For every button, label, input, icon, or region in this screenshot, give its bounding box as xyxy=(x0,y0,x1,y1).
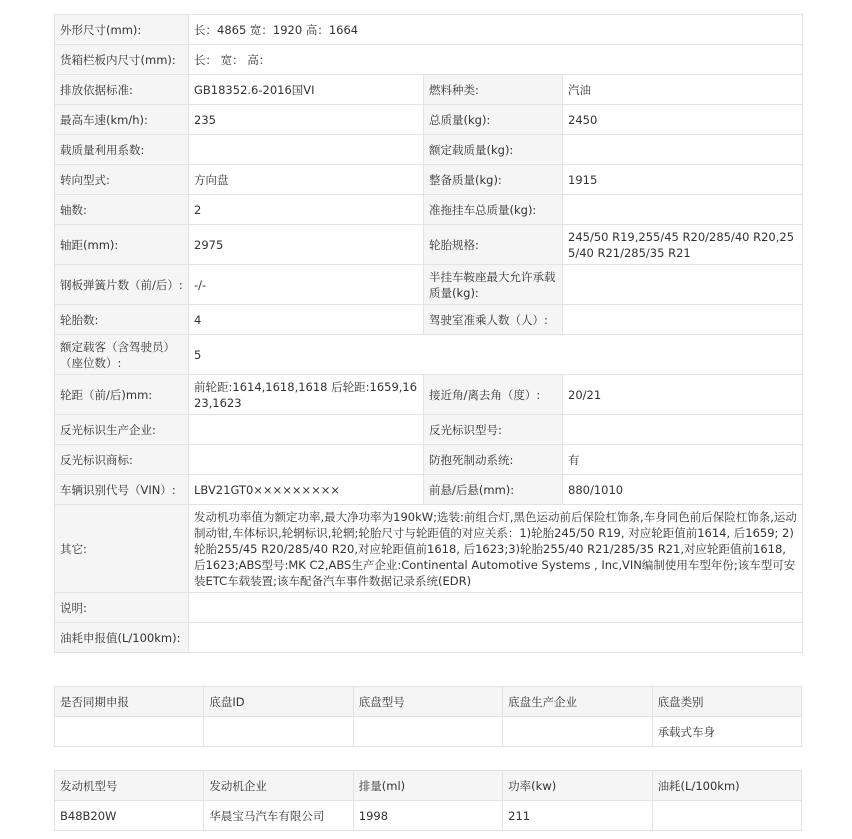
spec-value-reflector-model xyxy=(563,415,803,445)
engine-header-fuel-consumption: 油耗(L/100km) xyxy=(652,771,801,801)
spec-row xyxy=(55,45,803,75)
spec-row xyxy=(55,75,803,105)
spec-label-cab-occupants: 驾驶室准乘人数（人）: xyxy=(424,305,563,335)
spec-label-tire-spec: 轮胎规格: xyxy=(424,225,563,265)
spec-label-axles: 轴数: xyxy=(55,195,189,225)
engine-header-displacement: 排量(ml) xyxy=(353,771,502,801)
spec-label-abs: 防抱死制动系统: xyxy=(424,445,563,475)
spec-row xyxy=(55,15,803,45)
spec-value-load-factor xyxy=(189,135,424,165)
vehicle-spec-table xyxy=(54,14,803,653)
engine-cell-fuel-consumption xyxy=(652,801,801,831)
spec-label-fuel-consumption: 油耗申报值(L/100km): xyxy=(55,623,189,653)
spec-label-reflector-maker: 反光标识生产企业: xyxy=(55,415,189,445)
spec-label-dimensions: 外形尺寸(mm): xyxy=(55,15,189,45)
spec-value-fuel-consumption xyxy=(189,623,803,653)
spec-row xyxy=(55,415,803,445)
chassis-cell-model xyxy=(353,717,502,747)
spec-row xyxy=(55,445,803,475)
spec-label-wheelbase: 轴距(mm): xyxy=(55,225,189,265)
spec-label-rated-load: 额定载质量(kg): xyxy=(424,135,563,165)
spec-label-saddle-load: 半挂车鞍座最大允许承载质量(kg): xyxy=(424,265,563,305)
engine-cell-power: 211 xyxy=(503,801,652,831)
spec-row xyxy=(55,375,803,415)
spec-label-gross-mass: 总质量(kg): xyxy=(424,105,563,135)
engine-header-model: 发动机型号 xyxy=(55,771,204,801)
spec-value-saddle-load xyxy=(563,265,803,305)
chassis-header-concurrent: 是否同期申报 xyxy=(55,687,204,717)
engine-data-row xyxy=(55,801,802,831)
spec-value-rated-load xyxy=(563,135,803,165)
chassis-header-row xyxy=(55,687,802,717)
spec-value-emission-standard: GB18352.6-2016国VI xyxy=(189,75,424,105)
spec-row xyxy=(55,195,803,225)
chassis-header-id: 底盘ID xyxy=(204,687,353,717)
spec-value-reflector-maker xyxy=(189,415,424,445)
chassis-cell-concurrent xyxy=(55,717,204,747)
spec-value-steering: 方向盘 xyxy=(189,165,424,195)
spec-label-approach-departure: 接近角/离去角（度）: xyxy=(424,375,563,415)
chassis-cell-maker xyxy=(503,717,652,747)
engine-cell-displacement: 1998 xyxy=(353,801,502,831)
spec-row xyxy=(55,335,803,375)
spec-label-notes: 说明: xyxy=(55,593,189,623)
spec-label-fuel-type: 燃料种类: xyxy=(424,75,563,105)
spec-value-leaf-springs: -/- xyxy=(189,265,424,305)
spec-label-load-factor: 载质量利用系数: xyxy=(55,135,189,165)
spec-value-dimensions: 长：4865 宽：1920 高：1664 xyxy=(189,15,803,45)
engine-table xyxy=(54,770,802,831)
engine-cell-model: B48B20W xyxy=(55,801,204,831)
spec-row xyxy=(55,105,803,135)
spec-value-reflector-brand xyxy=(189,445,424,475)
spec-label-overhang: 前悬/后悬(mm): xyxy=(424,475,563,505)
spec-row xyxy=(55,265,803,305)
spec-label-track-width: 轮距（前/后)mm: xyxy=(55,375,189,415)
spec-value-curb-mass: 1915 xyxy=(563,165,803,195)
spec-label-tire-count: 轮胎数: xyxy=(55,305,189,335)
spec-label-cargo-box: 货箱栏板内尺寸(mm): xyxy=(55,45,189,75)
spec-value-max-speed: 235 xyxy=(189,105,424,135)
spec-value-other: 发动机功率值为额定功率,最大净功率为190kW;选装:前组合灯,黑色运动前后保险杠饰条,车身同色前后保险杠饰条,运动制动钳,车体标识,轮辋标识,轮辋;轮胎尺寸与轮距值的对应关系：1)轮胎245/50 R19, 对应轮距值前1614, 后1659; 2)轮胎255/45 R20/285/40 R20,对应轮距值前1618, 后1623;3)轮胎255/40 R21/285/35 R21,对应轮距值前1618, 后1623;ABS型号:MK C2,ABS生产企业:Continental Automotive Systems , Inc,VIN编制使用车型年份;该车型可安装ETC车载装置;该车配备汽车事件数据记录系统(EDR) xyxy=(189,505,803,593)
spec-row xyxy=(55,623,803,653)
spec-row xyxy=(55,475,803,505)
chassis-cell-category: 承载式车身 xyxy=(652,717,801,747)
spec-value-abs: 有 xyxy=(563,445,803,475)
engine-cell-maker: 华晨宝马汽车有限公司 xyxy=(204,801,353,831)
spec-value-gross-mass: 2450 xyxy=(563,105,803,135)
spec-value-cab-occupants xyxy=(563,305,803,335)
spec-row xyxy=(55,135,803,165)
spec-value-tire-count: 4 xyxy=(189,305,424,335)
spec-value-passenger-capacity: 5 xyxy=(189,335,803,375)
spec-label-other: 其它: xyxy=(55,505,189,593)
spec-row xyxy=(55,225,803,265)
spec-value-wheelbase: 2975 xyxy=(189,225,424,265)
engine-header-maker: 发动机企业 xyxy=(204,771,353,801)
spec-row xyxy=(55,165,803,195)
spec-value-track-width: 前轮距:1614,1618,1618 后轮距:1659,1623,1623 xyxy=(189,375,424,415)
spec-row xyxy=(55,593,803,623)
spec-label-reflector-brand: 反光标识商标: xyxy=(55,445,189,475)
spec-label-reflector-model: 反光标识型号: xyxy=(424,415,563,445)
chassis-cell-id xyxy=(204,717,353,747)
spec-value-tire-spec: 245/50 R19,255/45 R20/285/40 R20,255/40 R21/285/35 R21 xyxy=(563,225,803,265)
spec-label-emission-standard: 排放依据标准: xyxy=(55,75,189,105)
spec-value-notes xyxy=(189,593,803,623)
spec-value-vin: LBV21GT0××××××××× xyxy=(189,475,424,505)
spec-label-trailer-mass: 准拖挂车总质量(kg): xyxy=(424,195,563,225)
spec-label-passenger-capacity: 额定载客（含驾驶员）（座位数）: xyxy=(55,335,189,375)
spec-value-axles: 2 xyxy=(189,195,424,225)
spec-label-leaf-springs: 钢板弹簧片数（前/后）: xyxy=(55,265,189,305)
spec-value-overhang: 880/1010 xyxy=(563,475,803,505)
spec-row xyxy=(55,505,803,593)
spec-label-vin: 车辆识别代号（VIN）: xyxy=(55,475,189,505)
engine-header-power: 功率(kw) xyxy=(503,771,652,801)
chassis-header-maker: 底盘生产企业 xyxy=(503,687,652,717)
spec-label-curb-mass: 整备质量(kg): xyxy=(424,165,563,195)
spec-label-steering: 转向型式: xyxy=(55,165,189,195)
spec-value-trailer-mass xyxy=(563,195,803,225)
spec-row xyxy=(55,305,803,335)
spec-value-fuel-type: 汽油 xyxy=(563,75,803,105)
spec-label-max-speed: 最高车速(km/h): xyxy=(55,105,189,135)
engine-header-row xyxy=(55,771,802,801)
chassis-header-model: 底盘型号 xyxy=(353,687,502,717)
spec-value-cargo-box: 长： 宽： 高： xyxy=(189,45,803,75)
chassis-table xyxy=(54,686,802,747)
chassis-header-category: 底盘类别 xyxy=(652,687,801,717)
chassis-data-row xyxy=(55,717,802,747)
spec-value-approach-departure: 20/21 xyxy=(563,375,803,415)
